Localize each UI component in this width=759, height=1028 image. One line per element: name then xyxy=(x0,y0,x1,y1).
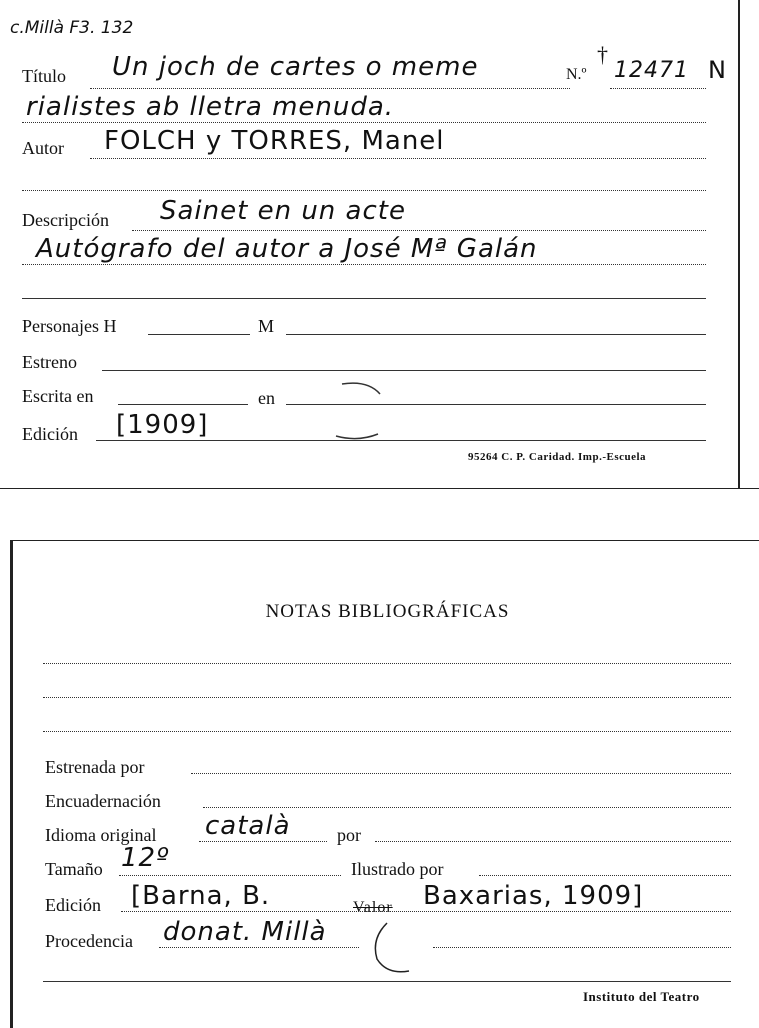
procedencia-value: donat. Millà xyxy=(163,917,327,947)
num-line xyxy=(610,88,706,89)
encuadernacion-line xyxy=(203,807,731,808)
institution-name: Instituto del Teatro xyxy=(583,989,700,1004)
num-value: 12471 xyxy=(614,58,689,83)
personajes-label: Personajes H xyxy=(22,316,117,336)
descripcion-value-1: Sainet en un acte xyxy=(160,196,406,226)
edicion2-value-b: Baxarias, 1909] xyxy=(423,881,644,911)
descripcion-value-2: Autógrafo del autor a José Mª Galán xyxy=(36,234,538,264)
descripcion-line-1 xyxy=(132,230,706,231)
estrenada-label: Estrenada por xyxy=(45,757,145,777)
titulo-line-2 xyxy=(22,122,706,123)
idioma-value: català xyxy=(205,811,291,841)
notas-line-3 xyxy=(43,731,731,732)
edicion2-value-a: [Barna, B. xyxy=(131,881,271,911)
card-divider xyxy=(0,488,759,489)
ilustrado-label: Ilustrado por xyxy=(351,859,444,879)
procedencia-line xyxy=(159,947,359,948)
tamano-value: 12º xyxy=(121,843,170,873)
edicion-value: [1909] xyxy=(116,410,209,440)
idioma-por-line xyxy=(375,841,731,842)
personajes-m-line xyxy=(286,334,706,335)
printer-imprint: 95264 C. P. Caridad. Imp.-Escuela xyxy=(468,451,647,463)
personajes-h-line xyxy=(148,334,250,335)
personajes-m-label: M xyxy=(258,316,275,336)
edicion-label: Edición xyxy=(22,424,78,444)
titulo-label: Título xyxy=(22,66,66,86)
edicion2-label: Edición xyxy=(45,895,101,915)
catalog-card-front xyxy=(0,0,740,488)
estreno-line xyxy=(102,370,706,371)
reference-number: c.Millà F3. 132 xyxy=(10,18,134,38)
titulo-value-2: rialistes ab lletra menuda. xyxy=(26,92,395,122)
idioma-por-label: por xyxy=(337,825,361,845)
descripcion-line-2 xyxy=(22,264,706,265)
autor-label: Autor xyxy=(22,138,64,158)
catalog-card-back xyxy=(10,540,759,1028)
titulo-line-1 xyxy=(90,88,570,89)
num-label: N.º xyxy=(566,66,587,83)
edicion-line xyxy=(96,440,706,441)
paper-punch-mark xyxy=(328,380,388,444)
notas-heading: NOTAS BIBLIOGRÁFICAS xyxy=(265,601,510,622)
procedencia-line-2 xyxy=(433,947,731,948)
tamano-line xyxy=(119,875,341,876)
notas-line-1 xyxy=(43,663,731,664)
escrita-en-label: en xyxy=(258,388,275,408)
autor-line xyxy=(90,158,706,159)
num-suffix: N xyxy=(708,56,727,84)
procedencia-line-3 xyxy=(43,981,731,982)
descripcion-line-3 xyxy=(22,298,706,299)
edicion2-line xyxy=(121,911,731,912)
descripcion-label: Descripción xyxy=(22,210,109,230)
idioma-label: Idioma original xyxy=(45,825,157,845)
ilustrado-line xyxy=(479,875,731,876)
titulo-value-1: Un joch de cartes o meme xyxy=(112,52,479,82)
encuadernacion-label: Encuadernación xyxy=(45,791,161,811)
idioma-line xyxy=(199,841,327,842)
autor-value: FOLCH y TORRES, Manel xyxy=(104,126,445,156)
estrenada-line xyxy=(191,773,731,774)
escrita-label: Escrita en xyxy=(22,386,94,406)
paper-punch-mark-2 xyxy=(365,919,425,979)
procedencia-label: Procedencia xyxy=(45,931,133,951)
autor-line-2 xyxy=(22,190,706,191)
estreno-label: Estreno xyxy=(22,352,77,372)
escrita-line-1 xyxy=(118,404,248,405)
edicion2-struck: Valor xyxy=(353,899,393,916)
dagger-mark: † xyxy=(597,42,608,67)
tamano-label: Tamaño xyxy=(45,859,103,879)
notas-line-2 xyxy=(43,697,731,698)
